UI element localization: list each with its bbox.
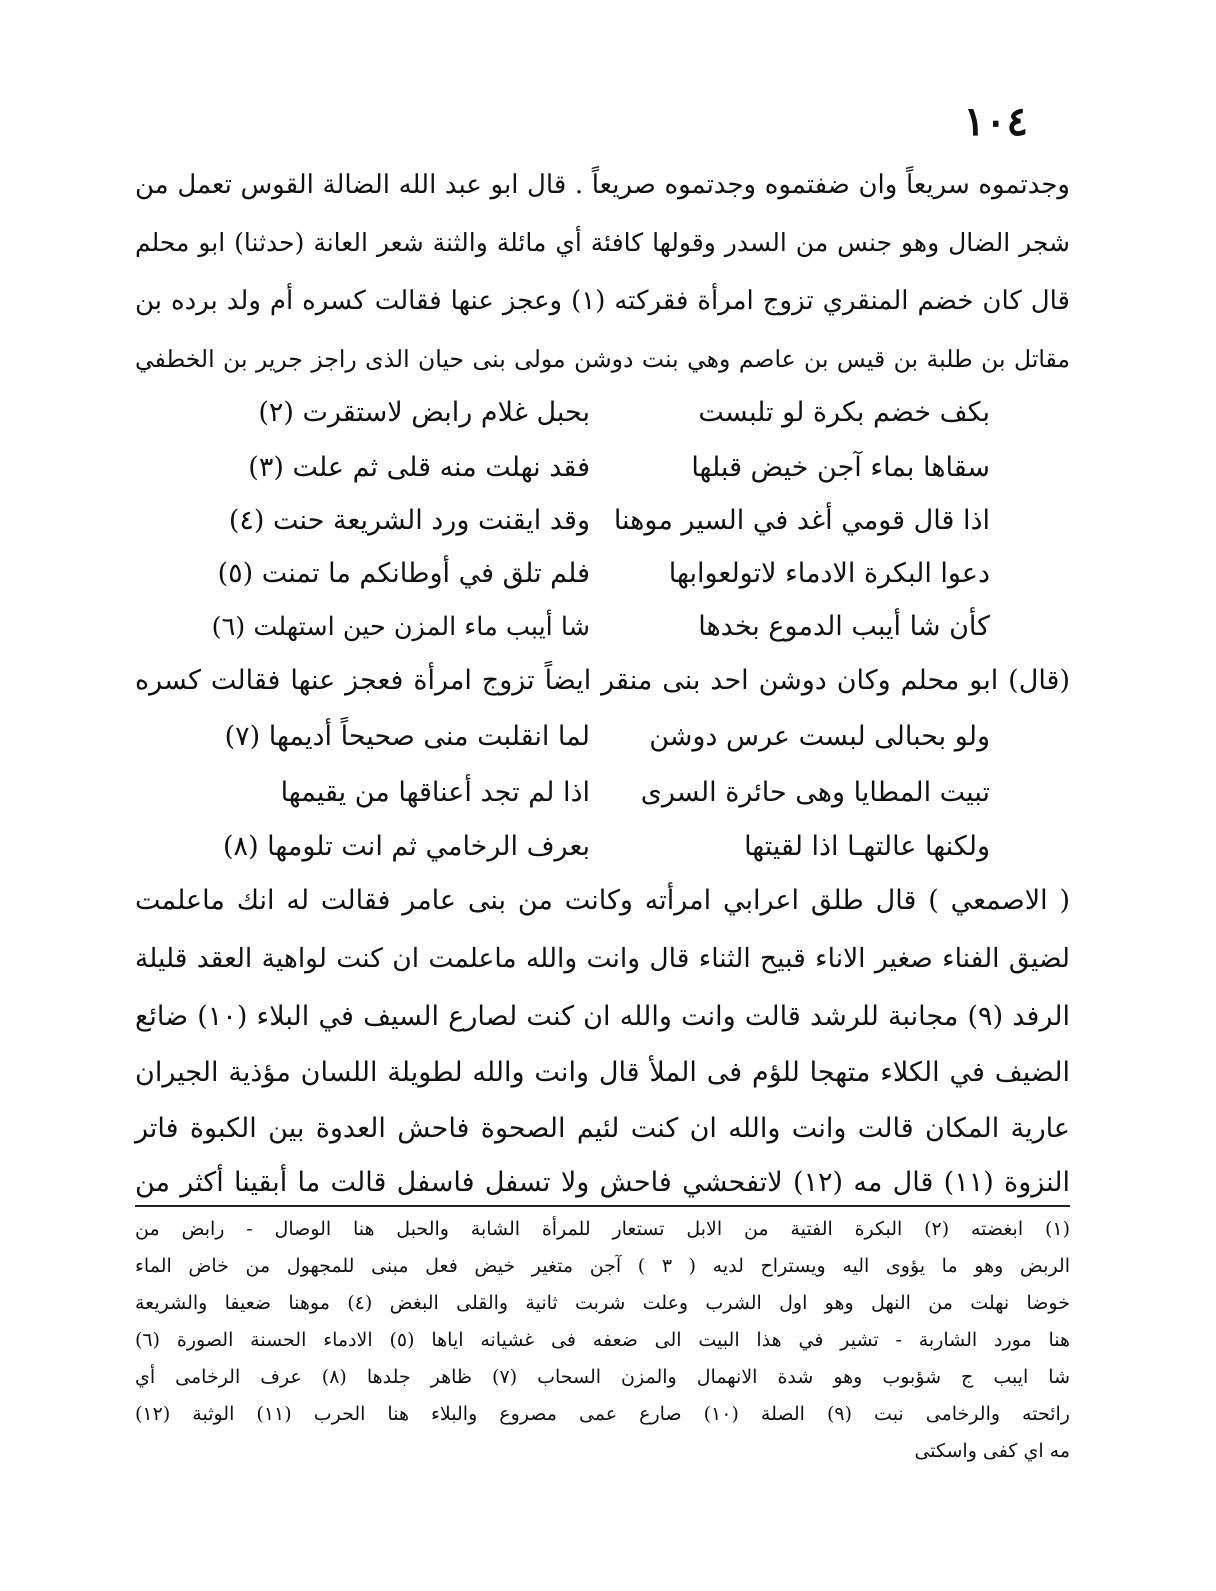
verse-first-hemistich: سقاها بماء آجن خيض قبلها <box>691 452 990 483</box>
prose-line: مقاتل بن طلبة بن قيس بن عاصم وهي بنت دوشن مولى بنى حيان الذى راجز جرير بن الخطفي <box>135 345 1070 373</box>
prose-line: الضيف في الكلاء متهجا للؤم فى الملأ قال وانت والله لطويلة اللسان مؤذية الجيران <box>135 1057 1070 1088</box>
verse-line <box>210 712 990 762</box>
verse-first-hemistich: ولو بحبالى لبست عرس دوشن <box>649 721 990 752</box>
verse-first-hemistich: دعوا البكرة الادماء لاتولعوابها <box>668 558 990 589</box>
verse-first-hemistich: ولكنها عالتهـا اذا لقيتها <box>744 831 990 862</box>
verse-first-hemistich: كأن شا أيبب الدموع بخدها <box>698 611 990 642</box>
verse-line <box>210 388 990 438</box>
prose-line: شجر الضال وهو جنس من السدر وقولها كافئة أي مائلة والثنة شعر العانة (حدثنا) ابو محلم <box>135 228 1070 257</box>
verse-line <box>210 496 990 546</box>
verse-line <box>210 822 990 872</box>
verse-first-hemistich: اذا قال قومي أغد في السير موهنا <box>613 505 990 536</box>
prose-line: (قال) ابو محلم وكان دوشن احد بنى منقر ايضاً تزوج امرأة فعجز عنها فقالت كسره <box>135 665 1070 696</box>
verse-second-hemistich: فقد نهلت منه قلى ثم علت (٣) <box>248 452 590 483</box>
verse-first-hemistich: بكف خضم بكرة لو تلبست <box>698 397 990 428</box>
prose-line: وجدتموه سريعاً وان ضفتموه وجدتموه صريعاً . قال ابو عبد الله الضالة القوس تعمل من <box>135 170 1070 200</box>
footnote-line: خوضا نهلت من النهل وهو اول الشرب وعلت شربت ثانية والقلى البغض (٤) موهنا ضعيفا والشريعة <box>135 1292 1070 1314</box>
verse-second-hemistich: شا أيبب ماء المزن حين استهلت (٦) <box>211 612 590 642</box>
verse-line <box>210 768 990 818</box>
footnote-line: (١) ابغضته (٢) البكرة الفتية من الابل تستعار للمرأة الشابة والحبل هنا الوصال - رابض من <box>135 1218 1070 1240</box>
verse-second-hemistich: لما انقلبت منى صحيحاً أديمها (٧) <box>224 721 590 752</box>
verse-line <box>210 602 990 652</box>
prose-line: الرفد (٩) مجانبة للرشد قالت وانت والله ان كنت لصارع السيف في البلاء (١٠) ضائع <box>135 1001 1071 1032</box>
footnote-line: شا ايبب ج شؤبوب وهو شدة الانهمال والمزن السحاب (٧) ظاهر جلدها (٨) عرف الرخامى أي <box>135 1366 1070 1388</box>
verse-first-hemistich: تبيت المطايا وهى حائرة السرى <box>640 777 990 808</box>
verse-second-hemistich: اذا لم تجد أعناقها من يقيمها <box>280 777 590 808</box>
page-number: ١٠٤ <box>963 98 1028 145</box>
verse-line <box>210 549 990 599</box>
prose-line: ( الاصمعي ) قال طلق اعرابي امرأته وكانت من بنى عامر فقالت له انك ماعلمت <box>135 885 1070 916</box>
footnote-line: هنا مورد الشاربة - تشير في هذا البيت الى ضعفه فى غشيانه اياها (٥) الادماء الحسنة الصورة (٦) <box>135 1329 1070 1351</box>
verse-second-hemistich: وقد ايقنت ورد الشريعة حنت (٤) <box>228 505 590 536</box>
prose-line: قال كان خضم المنقري تزوج امرأة فقركته (١) وعجز عنها فقالت كسره أم ولد برده بن <box>135 286 1070 316</box>
verse-second-hemistich: فلم تلق في أوطانكم ما تمنت (٥) <box>217 558 590 589</box>
verse-line <box>210 443 990 493</box>
prose-line: النزوة (١١) قال مه (١٢) لاتفحشي فاحش ولا تسفل فاسفل قالت ما أبقينا أكثر من <box>135 1167 1071 1198</box>
footnote-separator <box>135 1205 1070 1207</box>
footnote-line: رائحته والرخامى نبت (٩) الصلة (١٠) صارع عمى مصروع والبلاء هنا الحرب (١١) الوثبة (١٢) <box>135 1403 1070 1425</box>
footnote-line: مه اي كفى واسكتى <box>914 1440 1070 1462</box>
verse-second-hemistich: بحبل غلام رابض لاستقرت (٢) <box>258 397 590 428</box>
prose-line: عارية المكان قالت وانت والله ان كنت لئيم الصحوة فاحش العدوة بين الكبوة فاتر <box>135 1113 1070 1144</box>
verse-second-hemistich: بعرف الرخامي ثم انت تلومها (٨) <box>223 831 590 862</box>
prose-line: لضيق الفناء صغير الاناء قبيح الثناء قال وانت والله ماعلمت ان كنت لواهية العقد قليلة <box>135 943 1070 974</box>
footnote-line: الربض وهو ما يؤوى اليه ويستراح لديه ( ٣ ) آجن متغير خيض فعل مبنى للمجهول من خاض الماء <box>135 1255 1071 1277</box>
